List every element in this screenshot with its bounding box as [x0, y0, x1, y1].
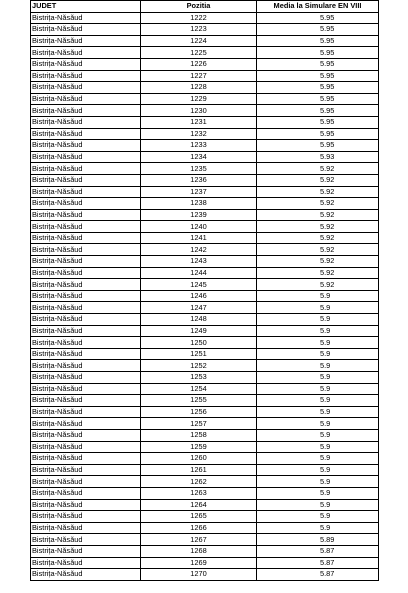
cell-pozitia: 1229: [141, 93, 257, 105]
cell-media: 5.9: [257, 383, 379, 395]
cell-pozitia: 1236: [141, 174, 257, 186]
cell-judet: Bistrița-Năsăud: [31, 522, 141, 534]
cell-pozitia: 1238: [141, 198, 257, 210]
cell-judet: Bistrița-Năsăud: [31, 383, 141, 395]
cell-media: 5.9: [257, 441, 379, 453]
table-row: [31, 47, 379, 59]
table-row: [31, 221, 379, 233]
cell-media: 5.9: [257, 406, 379, 418]
table-row: [31, 12, 379, 24]
table-row: [31, 360, 379, 372]
cell-media: 5.87: [257, 557, 379, 569]
cell-media: 5.89: [257, 534, 379, 546]
cell-judet: Bistrița-Năsăud: [31, 58, 141, 70]
cell-media: 5.92: [257, 244, 379, 256]
cell-media: 5.9: [257, 395, 379, 407]
cell-pozitia: 1254: [141, 383, 257, 395]
cell-media: 5.9: [257, 476, 379, 488]
table-row: [31, 337, 379, 349]
cell-media: 5.9: [257, 453, 379, 465]
cell-pozitia: 1240: [141, 221, 257, 233]
cell-media: 5.9: [257, 360, 379, 372]
cell-pozitia: 1261: [141, 464, 257, 476]
cell-judet: Bistrița-Năsăud: [31, 337, 141, 349]
table-row: [31, 151, 379, 163]
table-row: [31, 174, 379, 186]
cell-judet: Bistrița-Năsăud: [31, 464, 141, 476]
cell-media: 5.92: [257, 279, 379, 291]
cell-media: 5.9: [257, 464, 379, 476]
cell-pozitia: 1224: [141, 35, 257, 47]
cell-judet: Bistrița-Năsăud: [31, 232, 141, 244]
cell-judet: Bistrița-Năsăud: [31, 487, 141, 499]
cell-media: 5.9: [257, 325, 379, 337]
table-row: [31, 395, 379, 407]
cell-judet: Bistrița-Năsăud: [31, 395, 141, 407]
cell-judet: Bistrița-Năsăud: [31, 453, 141, 465]
cell-media: 5.9: [257, 487, 379, 499]
cell-judet: Bistrița-Năsăud: [31, 35, 141, 47]
cell-judet: Bistrița-Năsăud: [31, 163, 141, 175]
cell-media: 5.9: [257, 511, 379, 523]
cell-pozitia: 1243: [141, 256, 257, 268]
cell-judet: Bistrița-Năsăud: [31, 116, 141, 128]
cell-judet: Bistrița-Năsăud: [31, 290, 141, 302]
cell-pozitia: 1262: [141, 476, 257, 488]
table-row: [31, 372, 379, 384]
cell-judet: Bistrița-Năsăud: [31, 557, 141, 569]
header-row: [31, 1, 379, 13]
table-row: [31, 383, 379, 395]
table-row: [31, 232, 379, 244]
cell-pozitia: 1249: [141, 325, 257, 337]
cell-media: 5.92: [257, 163, 379, 175]
cell-judet: Bistrița-Năsăud: [31, 267, 141, 279]
cell-pozitia: 1264: [141, 499, 257, 511]
cell-pozitia: 1258: [141, 429, 257, 441]
table-row: [31, 314, 379, 326]
table-row: [31, 82, 379, 94]
cell-media: 5.9: [257, 522, 379, 534]
cell-pozitia: 1266: [141, 522, 257, 534]
cell-pozitia: 1255: [141, 395, 257, 407]
table-row: [31, 557, 379, 569]
cell-pozitia: 1231: [141, 116, 257, 128]
table-row: [31, 429, 379, 441]
cell-media: 5.95: [257, 70, 379, 82]
table-row: [31, 186, 379, 198]
table-row: [31, 476, 379, 488]
header-pozitia: Pozitia: [141, 1, 257, 13]
cell-pozitia: 1239: [141, 209, 257, 221]
cell-judet: Bistrița-Năsăud: [31, 441, 141, 453]
cell-pozitia: 1252: [141, 360, 257, 372]
cell-media: 5.95: [257, 24, 379, 36]
cell-judet: Bistrița-Năsăud: [31, 244, 141, 256]
cell-pozitia: 1222: [141, 12, 257, 24]
cell-pozitia: 1237: [141, 186, 257, 198]
cell-pozitia: 1234: [141, 151, 257, 163]
table-header: [31, 1, 379, 13]
table-row: [31, 511, 379, 523]
table-row: [31, 302, 379, 314]
table-row: [31, 487, 379, 499]
table-row: [31, 58, 379, 70]
table-row: [31, 140, 379, 152]
table-row: [31, 348, 379, 360]
cell-judet: Bistrița-Năsăud: [31, 128, 141, 140]
table-body: [31, 12, 379, 580]
table-row: [31, 35, 379, 47]
cell-pozitia: 1260: [141, 453, 257, 465]
cell-media: 5.95: [257, 12, 379, 24]
cell-judet: Bistrița-Năsăud: [31, 418, 141, 430]
cell-pozitia: 1247: [141, 302, 257, 314]
cell-pozitia: 1267: [141, 534, 257, 546]
cell-media: 5.9: [257, 337, 379, 349]
cell-pozitia: 1251: [141, 348, 257, 360]
cell-judet: Bistrița-Năsăud: [31, 256, 141, 268]
cell-pozitia: 1253: [141, 372, 257, 384]
cell-media: 5.9: [257, 418, 379, 430]
cell-media: 5.92: [257, 198, 379, 210]
table-row: [31, 198, 379, 210]
table-row: [31, 279, 379, 291]
cell-judet: Bistrița-Năsăud: [31, 406, 141, 418]
cell-pozitia: 1263: [141, 487, 257, 499]
table-row: [31, 534, 379, 546]
table-row: [31, 499, 379, 511]
cell-pozitia: 1233: [141, 140, 257, 152]
table-row: [31, 569, 379, 581]
cell-judet: Bistrița-Năsăud: [31, 279, 141, 291]
cell-media: 5.87: [257, 545, 379, 557]
cell-media: 5.95: [257, 140, 379, 152]
table-row: [31, 418, 379, 430]
table-row: [31, 267, 379, 279]
cell-media: 5.95: [257, 35, 379, 47]
cell-media: 5.92: [257, 221, 379, 233]
cell-judet: Bistrița-Năsăud: [31, 476, 141, 488]
cell-judet: Bistrița-Năsăud: [31, 314, 141, 326]
cell-pozitia: 1269: [141, 557, 257, 569]
cell-judet: Bistrița-Năsăud: [31, 82, 141, 94]
cell-judet: Bistrița-Năsăud: [31, 174, 141, 186]
table-row: [31, 464, 379, 476]
cell-pozitia: 1225: [141, 47, 257, 59]
cell-judet: Bistrița-Năsăud: [31, 534, 141, 546]
cell-media: 5.95: [257, 47, 379, 59]
table-row: [31, 406, 379, 418]
cell-media: 5.95: [257, 93, 379, 105]
cell-pozitia: 1265: [141, 511, 257, 523]
cell-media: 5.95: [257, 128, 379, 140]
table-row: [31, 290, 379, 302]
table-row: [31, 128, 379, 140]
cell-judet: Bistrița-Năsăud: [31, 221, 141, 233]
cell-judet: Bistrița-Năsăud: [31, 105, 141, 117]
cell-media: 5.92: [257, 209, 379, 221]
cell-pozitia: 1244: [141, 267, 257, 279]
cell-media: 5.95: [257, 58, 379, 70]
header-media: Media la Simulare EN VIII: [257, 1, 379, 13]
table-row: [31, 93, 379, 105]
cell-media: 5.9: [257, 372, 379, 384]
cell-judet: Bistrița-Năsăud: [31, 47, 141, 59]
header-judet: JUDET: [31, 1, 141, 13]
cell-pozitia: 1246: [141, 290, 257, 302]
cell-media: 5.92: [257, 256, 379, 268]
cell-pozitia: 1245: [141, 279, 257, 291]
cell-pozitia: 1268: [141, 545, 257, 557]
cell-media: 5.9: [257, 290, 379, 302]
cell-judet: Bistrița-Năsăud: [31, 151, 141, 163]
cell-media: 5.93: [257, 151, 379, 163]
table-row: [31, 256, 379, 268]
cell-judet: Bistrița-Năsăud: [31, 186, 141, 198]
cell-media: 5.9: [257, 499, 379, 511]
cell-judet: Bistrița-Năsăud: [31, 209, 141, 221]
cell-media: 5.92: [257, 232, 379, 244]
cell-pozitia: 1242: [141, 244, 257, 256]
cell-media: 5.92: [257, 186, 379, 198]
cell-pozitia: 1232: [141, 128, 257, 140]
table-row: [31, 163, 379, 175]
cell-media: 5.95: [257, 116, 379, 128]
cell-pozitia: 1235: [141, 163, 257, 175]
cell-media: 5.95: [257, 82, 379, 94]
cell-judet: Bistrița-Năsăud: [31, 545, 141, 557]
cell-judet: Bistrița-Năsăud: [31, 372, 141, 384]
cell-judet: Bistrița-Năsăud: [31, 511, 141, 523]
table-row: [31, 545, 379, 557]
cell-pozitia: 1256: [141, 406, 257, 418]
table-row: [31, 453, 379, 465]
cell-pozitia: 1223: [141, 24, 257, 36]
cell-judet: Bistrița-Năsăud: [31, 569, 141, 581]
cell-media: 5.9: [257, 429, 379, 441]
cell-pozitia: 1227: [141, 70, 257, 82]
cell-pozitia: 1259: [141, 441, 257, 453]
cell-pozitia: 1226: [141, 58, 257, 70]
cell-media: 5.92: [257, 174, 379, 186]
cell-media: 5.92: [257, 267, 379, 279]
cell-pozitia: 1248: [141, 314, 257, 326]
cell-judet: Bistrița-Năsăud: [31, 429, 141, 441]
cell-pozitia: 1241: [141, 232, 257, 244]
cell-pozitia: 1230: [141, 105, 257, 117]
cell-judet: Bistrița-Năsăud: [31, 360, 141, 372]
cell-media: 5.87: [257, 569, 379, 581]
cell-judet: Bistrița-Năsăud: [31, 198, 141, 210]
cell-media: 5.9: [257, 348, 379, 360]
results-table: [30, 0, 379, 581]
cell-media: 5.9: [257, 314, 379, 326]
cell-judet: Bistrița-Năsăud: [31, 24, 141, 36]
cell-judet: Bistrița-Năsăud: [31, 348, 141, 360]
cell-media: 5.95: [257, 105, 379, 117]
cell-judet: Bistrița-Năsăud: [31, 140, 141, 152]
table-row: [31, 244, 379, 256]
table-row: [31, 116, 379, 128]
table-row: [31, 325, 379, 337]
cell-judet: Bistrița-Năsăud: [31, 499, 141, 511]
table-row: [31, 105, 379, 117]
table-row: [31, 209, 379, 221]
cell-media: 5.9: [257, 302, 379, 314]
cell-pozitia: 1257: [141, 418, 257, 430]
cell-judet: Bistrița-Năsăud: [31, 325, 141, 337]
table-row: [31, 24, 379, 36]
table-row: [31, 522, 379, 534]
cell-judet: Bistrița-Năsăud: [31, 70, 141, 82]
cell-pozitia: 1270: [141, 569, 257, 581]
cell-judet: Bistrița-Năsăud: [31, 302, 141, 314]
cell-pozitia: 1228: [141, 82, 257, 94]
cell-pozitia: 1250: [141, 337, 257, 349]
table-row: [31, 70, 379, 82]
table-row: [31, 441, 379, 453]
cell-judet: Bistrița-Năsăud: [31, 12, 141, 24]
cell-judet: Bistrița-Năsăud: [31, 93, 141, 105]
